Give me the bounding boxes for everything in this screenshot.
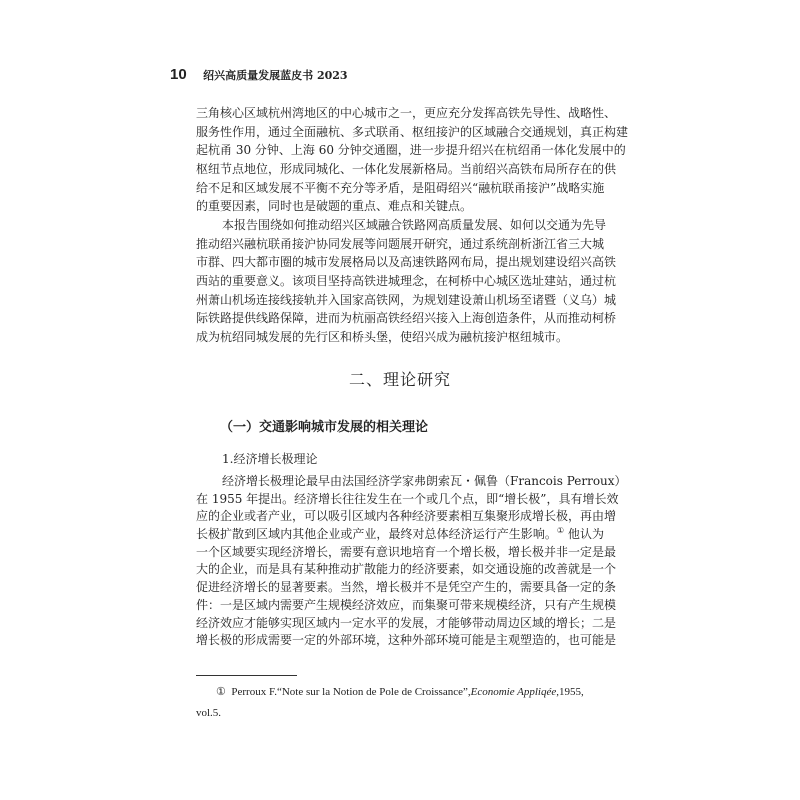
text-line: 在 1955 年提出。经济增长往往发生在一个或几个点，即“增长极”，具有增长效 — [196, 491, 619, 506]
text-line: 给不足和区域发展不平衡不充分等矛盾，是阻碍绍兴“融杭联甬接沪”战略实施 — [196, 180, 605, 195]
text-line: 件：一是区域内需要产生规模经济效应，而集聚可带来规模经济，只有产生规模 — [196, 597, 617, 612]
subsection-title: （一）交通影响城市发展的相关理论 — [220, 420, 429, 435]
text-span: 长极扩散到区域内其他企业或产业，最终对总体经济运行产生影响。 — [196, 527, 557, 542]
footnote-text: Perroux F.“Note sur la Notion de Pole de Croissance”, — [231, 686, 471, 698]
text-line: 促进经济增长的显著要素。当然，增长极并不是凭空产生的，需要具备一定的条 — [196, 580, 617, 595]
section-title: 二、理论研究 — [348, 370, 451, 389]
paragraph-3 — [196, 473, 627, 650]
text-line: 应的企业或者产业，可以吸引区域内各种经济要素相互集聚形成增长极，再由增 — [196, 509, 617, 524]
text-line: 服务性作用，通过全面融杭、多式联甬、枢纽接沪的区域融合交通规划，真正构建 — [196, 124, 629, 139]
text-line: 三角核心区域杭州湾地区的中心城市之一，更应充分发挥高铁先导性、战略性、 — [196, 106, 617, 120]
footnote — [196, 685, 604, 721]
text-line: 经济增长极理论最早由法国经济学家弗朗索瓦・佩鲁（Francois Perroux） — [222, 474, 627, 488]
text-line: 增长极的形成需要一定的外部环境，这种外部环境可能是主观塑造的，也可能是 — [196, 633, 617, 648]
text-line: 成为杭绍同城发展的先行区和桥头堡，使绍兴成为融杭接沪枢纽城市。 — [196, 330, 569, 345]
text-line: 推动绍兴融杭联甬接沪协同发展等问题展开研究，通过系统剖析浙江省三大城 — [196, 236, 605, 251]
text-line: 西站的重要意义。该项目坚持高铁进城理念，在柯桥中心城区选址建站，通过杭 — [196, 274, 617, 289]
page-number: 10 — [170, 66, 187, 83]
paragraph-1 — [196, 104, 629, 216]
text-line: 大的企业，而是具有某种推动扩散能力的经济要素，如交通设施的改善就是一个 — [196, 562, 617, 577]
paragraph-2 — [196, 216, 617, 347]
text-line — [196, 526, 604, 544]
text-line: 一个区域要实现经济增长，需要有意识地培育一个增长极，增长极并非一定是最 — [196, 544, 617, 559]
footnote-journal: Economie Appliqée — [470, 686, 557, 698]
footnote-divider — [196, 675, 297, 676]
footnote-text: ,1955, — [556, 686, 584, 698]
text-line: 州萧山机场连接线接轨并入国家高铁网，为规划建设萧山机场至诸暨（义乌）城 — [196, 292, 617, 307]
text-span: 他认为 — [564, 527, 604, 542]
text-line: 经济效应才能够实现区域内一定水平的发展，才能够带动周边区域的增长；二是 — [196, 615, 617, 630]
text-line: 的重要因素，同时也是破题的重点、难点和关键点。 — [196, 199, 473, 214]
footnote-ref[interactable]: ① — [556, 526, 565, 536]
text-line: 市群、四大都市圈的城市发展格局以及高速铁路网布局，提出规划建设绍兴高铁 — [196, 255, 617, 270]
text-line: 枢纽节点地位，形成同城化、一体化发展新格局。当前绍兴高铁布局所存在的供 — [196, 162, 617, 177]
running-header — [170, 66, 348, 85]
footnote-marker: ① — [216, 686, 226, 698]
text-line: 本报告围绕如何推动绍兴区域融合铁路网高质量发展、如何以交通为先导 — [222, 218, 607, 232]
text-line: 起杭甬 30 分钟、上海 60 分钟交通圈，进一步提升绍兴在杭绍甬一体化发展中的 — [196, 143, 626, 158]
subsubsection-title: 1.经济增长极理论 — [222, 452, 318, 466]
footnote-text: vol.5. — [196, 707, 222, 719]
book-title: 绍兴高质量发展蓝皮书 2023 — [203, 69, 348, 82]
text-line: 际铁路提供线路保障，进而为杭丽高铁经绍兴接入上海创造条件，从而推动柯桥 — [196, 311, 617, 326]
